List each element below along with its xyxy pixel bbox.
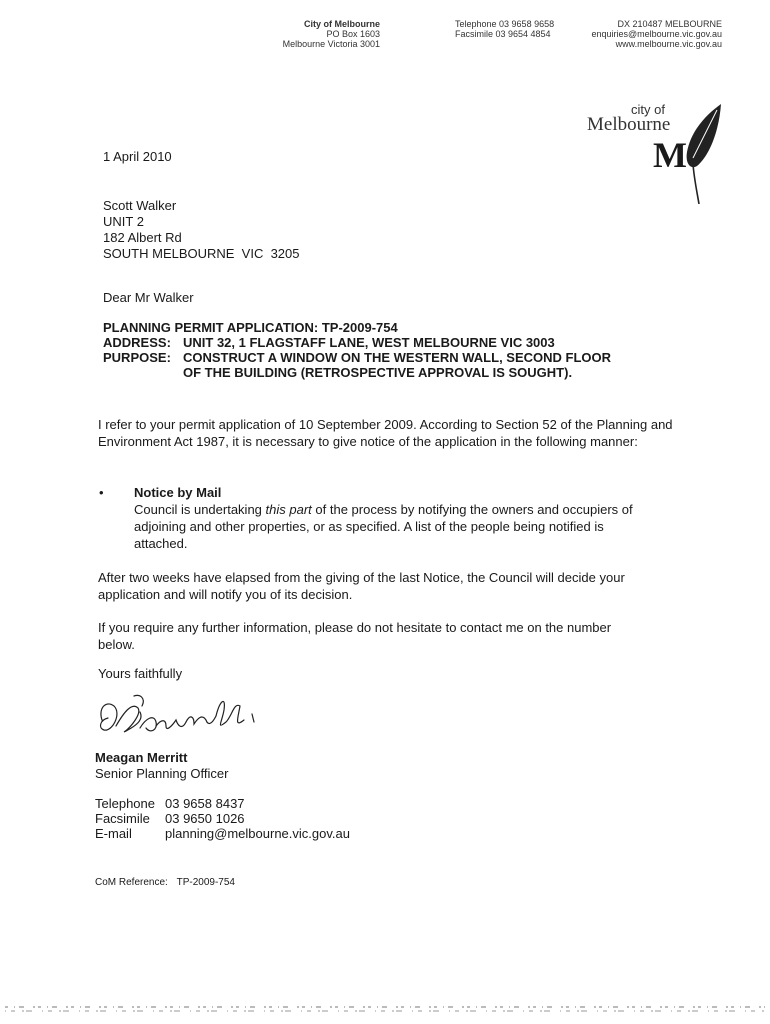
contact-facsimile-row xyxy=(95,811,360,826)
email-value: planning@melbourne.vic.gov.au xyxy=(165,826,350,841)
bullet-text xyxy=(134,501,654,552)
telephone-label: Telephone xyxy=(95,796,155,811)
purpose-label: PURPOSE: xyxy=(103,350,171,365)
purpose-value: CONSTRUCT A WINDOW ON THE WESTERN WALL, SECOND FLOOR OF THE BUILDING (RETROSPECTIVE APPROVAL IS SOUGHT). xyxy=(183,350,612,380)
contact-details xyxy=(95,796,360,841)
letterhead-telephone: Telephone 03 9658 9658 xyxy=(455,19,555,29)
letterhead-address xyxy=(240,19,380,49)
city-of-melbourne-logo xyxy=(585,100,725,210)
bullet-text-emphasis: this part xyxy=(265,502,312,517)
scan-noise-divider xyxy=(0,1005,770,1013)
notice-by-mail xyxy=(134,484,654,552)
contact-email-row xyxy=(95,826,360,841)
recipient-address xyxy=(103,198,300,262)
letterhead-web: www.melbourne.vic.gov.au xyxy=(615,39,722,49)
facsimile-value: 03 9650 1026 xyxy=(165,811,245,826)
reference-label: CoM Reference: xyxy=(95,877,168,888)
letterhead-dx: DX 210487 MELBOURNE xyxy=(617,19,722,29)
email-label: E-mail xyxy=(95,826,132,841)
recipient-suburb: SOUTH MELBOURNE VIC 3205 xyxy=(103,246,300,261)
logo-monogram: M xyxy=(653,135,687,175)
address-label: ADDRESS: xyxy=(103,335,171,350)
signatory-name: Meagan Merritt xyxy=(95,750,188,765)
telephone-value: 03 9658 8437 xyxy=(165,796,245,811)
recipient-street: 182 Albert Rd xyxy=(103,230,182,245)
intro-paragraph: I refer to your permit application of 10 September 2009. According to Section 52 of the Planning and Environment Act 1987, it is necessary to give notice of the application in the following manner: xyxy=(98,417,673,449)
address-value: UNIT 32, 1 FLAGSTAFF LANE, WEST MELBOURNE VIC 3003 xyxy=(183,335,555,350)
recipient-unit: UNIT 2 xyxy=(103,214,144,229)
decision-paragraph: After two weeks have elapsed from the giving of the last Notice, the Council will decide your application and will notify you of its decision. xyxy=(98,570,625,602)
subject-block xyxy=(103,320,623,380)
application-number: TP-2009-754 xyxy=(321,320,398,335)
org-name: City of Melbourne xyxy=(304,19,380,29)
signatory-title: Senior Planning Officer xyxy=(95,766,229,781)
po-box: PO Box 1603 xyxy=(326,29,380,39)
logo-melbourne: Melbourne xyxy=(587,114,671,135)
city-line: Melbourne Victoria 3001 xyxy=(282,39,380,49)
subject-application xyxy=(103,320,623,335)
facsimile-label: Facsimile xyxy=(95,811,150,826)
closing: Yours faithfully xyxy=(98,666,183,681)
reference-value: TP-2009-754 xyxy=(176,877,235,888)
bullet-text-pre: Council is undertaking xyxy=(134,502,266,517)
letterhead-phone xyxy=(455,19,554,39)
logo-city-of: city of xyxy=(631,102,665,117)
logo-leaf-icon xyxy=(677,100,727,204)
salutation: Dear Mr Walker xyxy=(103,290,194,305)
bullet-title: Notice by Mail xyxy=(134,485,222,500)
letterhead-facsimile: Facsimile 03 9654 4854 xyxy=(455,29,551,39)
letterhead-email: enquiries@melbourne.vic.gov.au xyxy=(591,29,722,39)
bullet-marker: • xyxy=(99,485,104,500)
bullet-text-post: of the process by notifying the owners and occupiers of adjoining and other properties, or as specified. A list of the people being notified is attached. xyxy=(134,502,633,551)
further-info-paragraph: If you require any further information, please do not hesitate to contact me on the number below. xyxy=(98,620,612,652)
letterhead-online xyxy=(560,19,722,49)
letter-date: 1 April 2010 xyxy=(103,149,172,164)
com-reference xyxy=(95,877,235,888)
recipient-name: Scott Walker xyxy=(103,198,177,213)
handwritten-signature xyxy=(94,692,274,752)
contact-telephone-row xyxy=(95,796,360,811)
application-label: PLANNING PERMIT APPLICATION: xyxy=(103,320,319,335)
